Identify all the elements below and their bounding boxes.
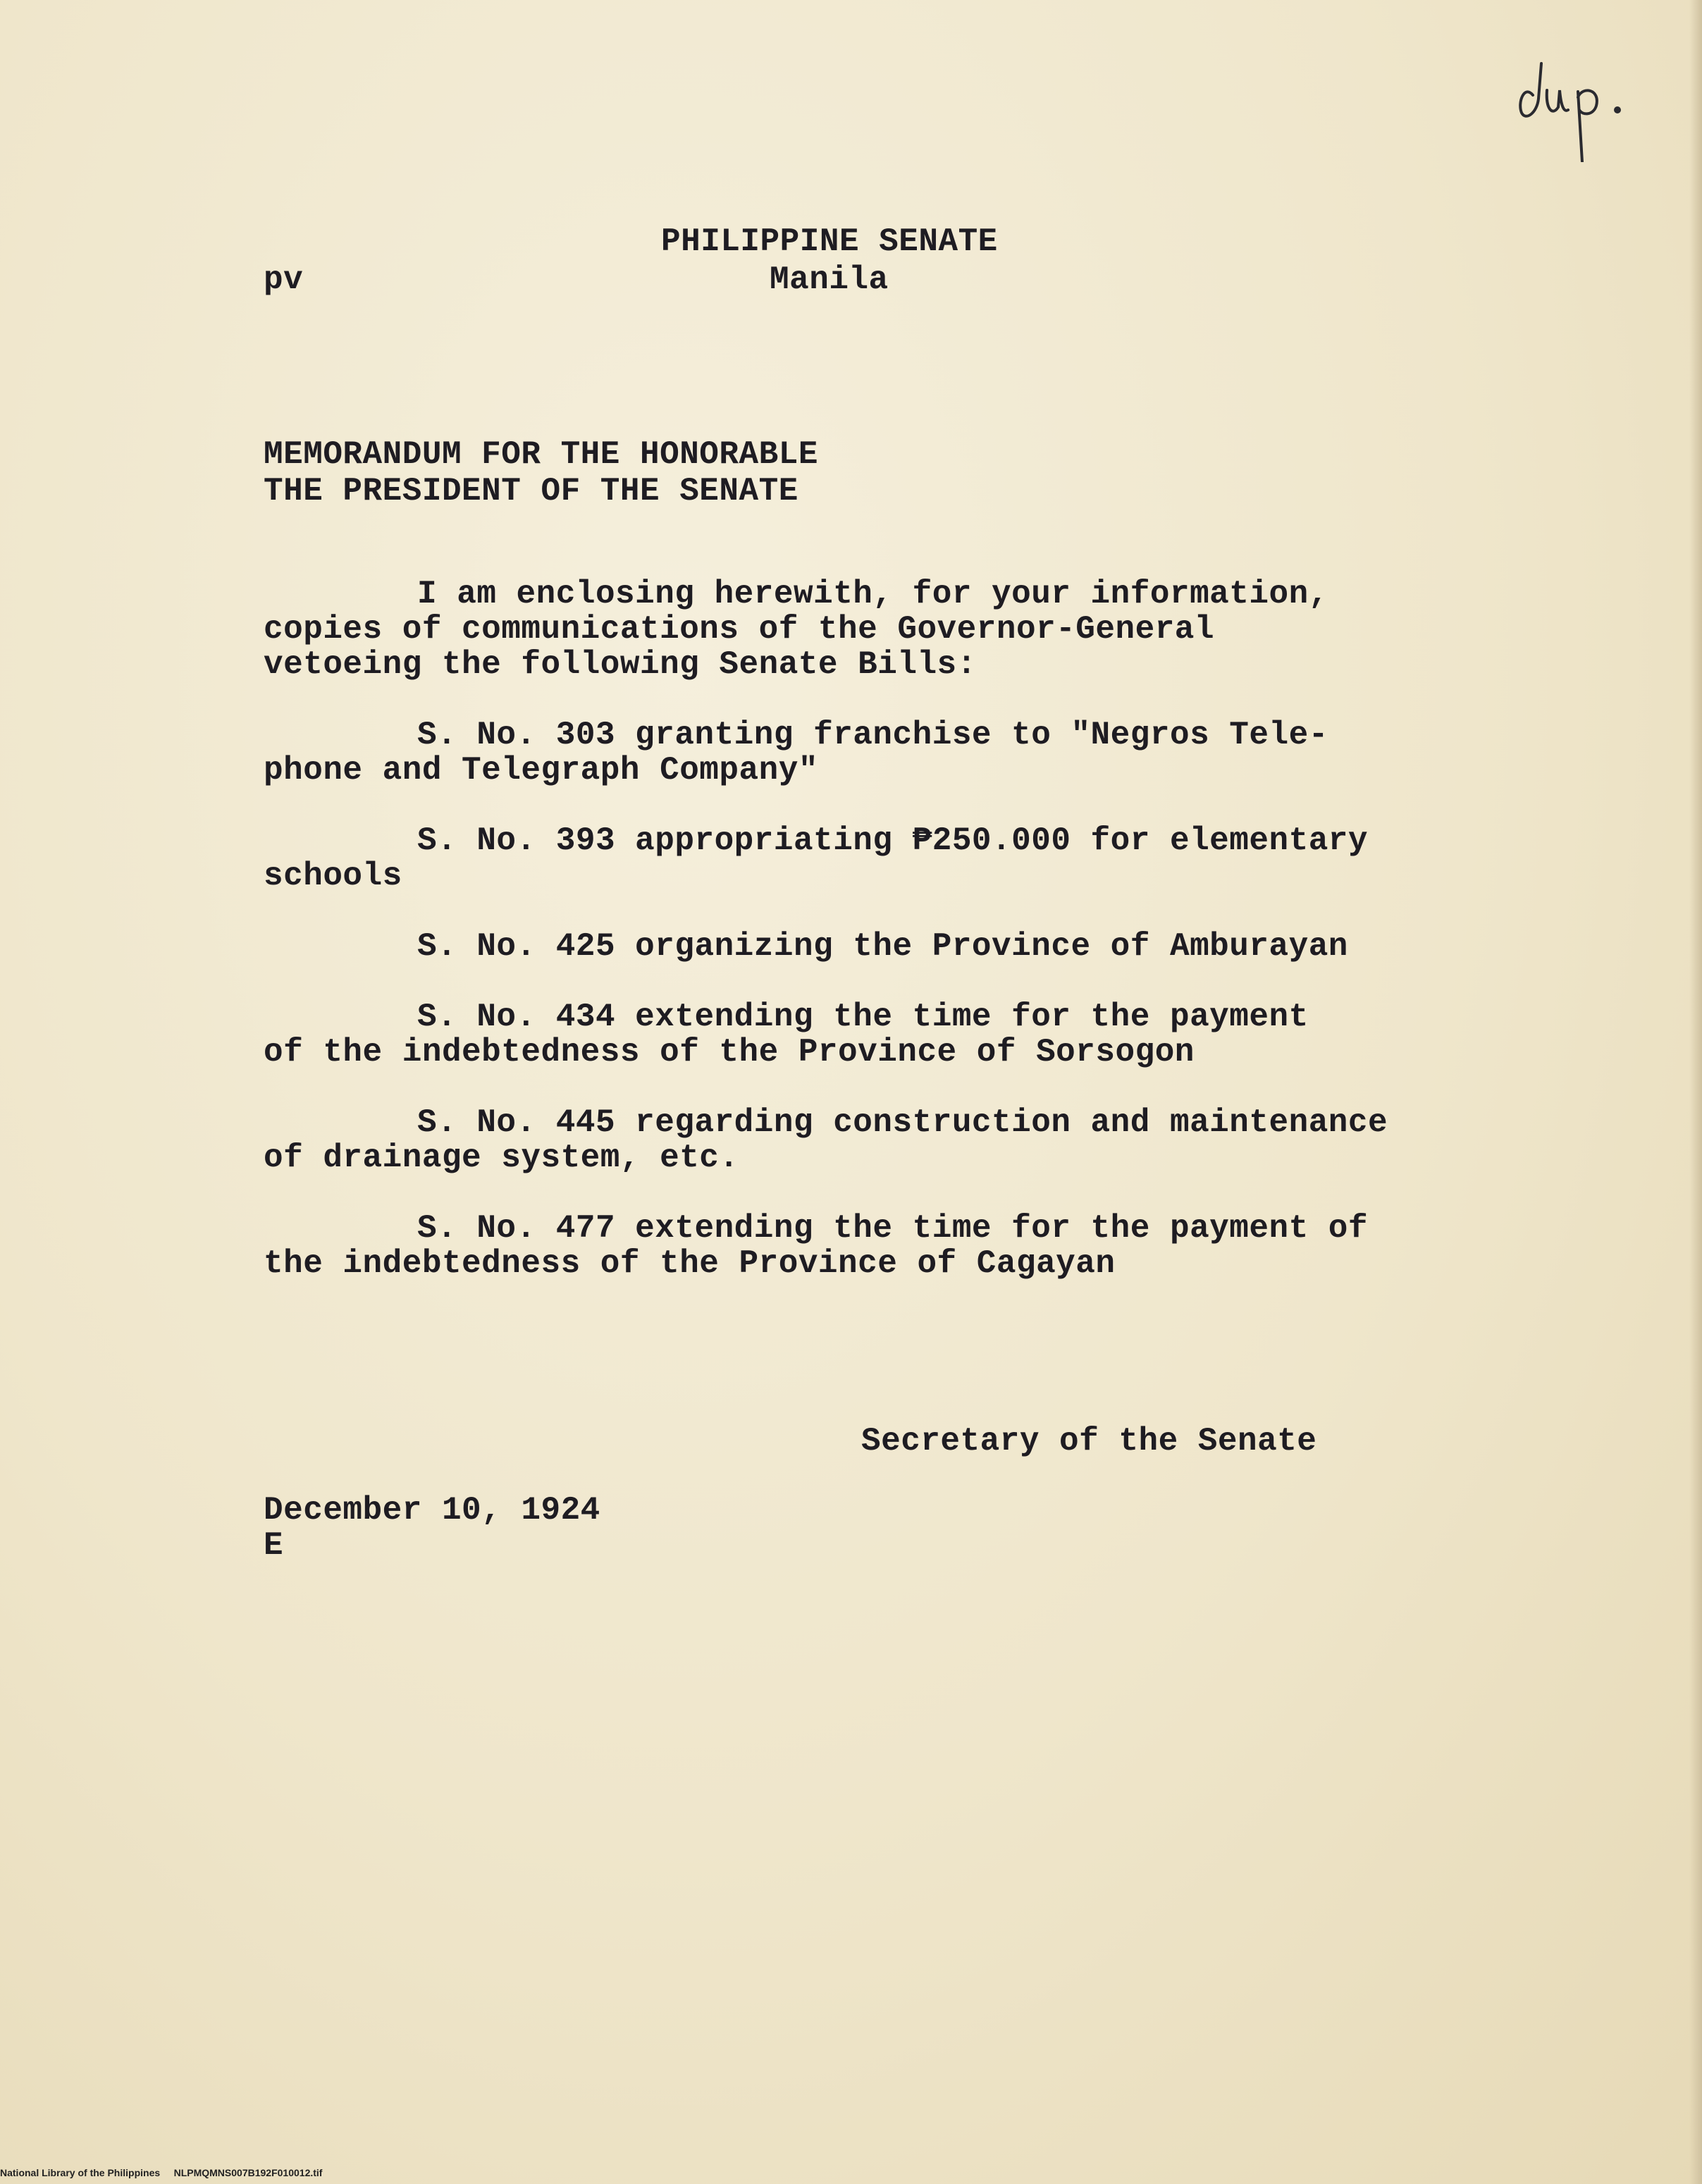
signature-title: Secretary of the Senate xyxy=(861,1423,1317,1460)
bill-425-line-1: S. No. 425 organizing the Province of Amburayan xyxy=(417,928,1348,965)
archive-name: National Library of the Philippines xyxy=(0,2167,161,2178)
bill-477-line-2: the indebtedness of the Province of Cagayan xyxy=(264,1245,1116,1282)
bill-434-line-2: of the indebtedness of the Province of Sorsogon xyxy=(264,1034,1195,1071)
bill-477-line-1: S. No. 477 extending the time for the payment of xyxy=(417,1210,1369,1247)
page-edge-shadow xyxy=(1689,0,1702,2184)
archive-footer xyxy=(0,2167,322,2178)
bill-393-line-1: S. No. 393 appropriating ₱250.000 for elementary xyxy=(417,822,1369,859)
intro-line-3: vetoeing the following Senate Bills: xyxy=(264,646,977,683)
bill-445-line-2: of drainage system, etc. xyxy=(264,1140,739,1176)
bill-393-line-2: schools xyxy=(264,858,402,894)
typist-initial-e: E xyxy=(264,1527,284,1564)
bill-434-line-1: S. No. 434 extending the time for the payment xyxy=(417,999,1309,1035)
handwritten-dup-note xyxy=(1512,42,1635,162)
header-city: Manila xyxy=(770,261,889,298)
addressee-line-2: THE PRESIDENT OF THE SENATE xyxy=(264,473,798,510)
intro-line-1: I am enclosing herewith, for your information, xyxy=(417,576,1328,612)
header-title: PHILIPPINE SENATE xyxy=(661,223,998,260)
typist-initials-pv: pv xyxy=(264,261,304,298)
memo-date: December 10, 1924 xyxy=(264,1492,600,1529)
bill-445-line-1: S. No. 445 regarding construction and maintenance xyxy=(417,1104,1388,1141)
addressee-line-1: MEMORANDUM FOR THE HONORABLE xyxy=(264,436,818,473)
bill-303-line-2: phone and Telegraph Company" xyxy=(264,752,818,789)
bill-303-line-1: S. No. 303 granting franchise to "Negros Tele- xyxy=(417,717,1328,753)
file-id: NLPMQMNS007B192F010012.tif xyxy=(173,2167,323,2178)
intro-line-2: copies of communications of the Governor-General xyxy=(264,611,1215,648)
